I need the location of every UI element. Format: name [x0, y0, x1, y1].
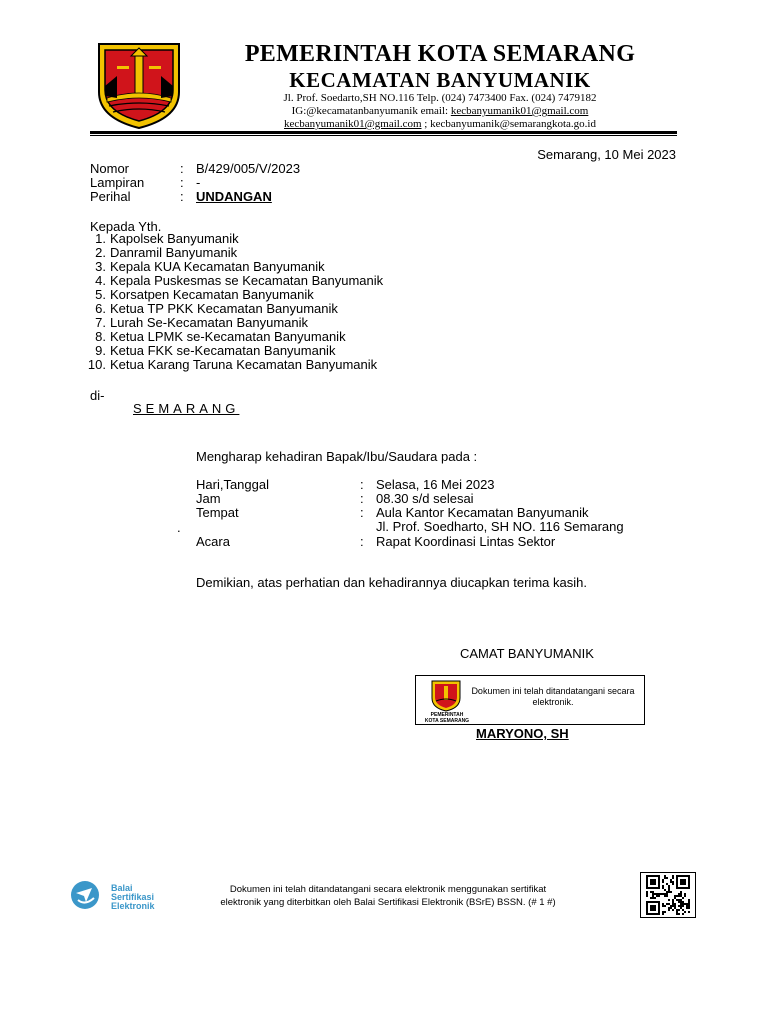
colon: :	[360, 534, 364, 549]
recipient-item	[76, 358, 383, 372]
recipient-name: Kepala Puskesmas se Kecamatan Banyumanik	[110, 273, 384, 288]
email-separator: ;	[421, 118, 431, 130]
hari-value: Selasa, 16 Mei 2023	[376, 477, 495, 492]
tempat-address: Jl. Prof. Soedharto, SH NO. 116 Semarang	[376, 519, 624, 534]
tempat-value: Aula Kantor Kecamatan Banyumanik	[376, 505, 589, 520]
e-sign-footer-note: Dokumen ini telah ditandatangani secara elektronik menggunakan sertifikat elektronik yang diterbitkan oleh Balai Sertifikasi Elektronik (BSrE) BSSN. (# 1 #)	[220, 884, 556, 908]
letterhead-rule-thick	[90, 131, 677, 134]
acara-value: Rapat Koordinasi Lintas Sektor	[376, 534, 556, 549]
email-link[interactable]: kecbanyumanik01@gmail.com	[450, 105, 589, 117]
kota-semarang-crest-icon	[97, 42, 181, 130]
perihal-value: UNDANGAN	[196, 189, 272, 204]
recipient-number: 7.	[95, 315, 106, 330]
recipient-item	[76, 330, 383, 344]
recipient-item	[76, 246, 383, 260]
recipient-name: Ketua Karang Taruna Kecamatan Banyumanik	[110, 357, 378, 372]
colon: :	[360, 505, 364, 520]
colon: :	[180, 175, 184, 190]
recipient-number: 2.	[95, 245, 106, 260]
kota-semarang-crest-icon	[431, 680, 461, 712]
jam-label: Jam	[196, 491, 221, 506]
signer-name: MARYONO, SH	[476, 726, 569, 741]
colon: :	[360, 477, 364, 492]
recipient-item	[76, 316, 383, 330]
tempat-label: Tempat	[196, 505, 239, 520]
recipient-item	[76, 260, 383, 274]
recipient-name: Ketua TP PKK Kecamatan Banyumanik	[110, 301, 338, 316]
perihal-label: Perihal	[90, 189, 131, 204]
recipient-number: 6.	[95, 301, 106, 316]
nomor-label: Nomor	[90, 161, 130, 176]
recipient-number: 1.	[95, 231, 106, 246]
jam-value: 08.30 s/d selesai	[376, 491, 474, 506]
recipient-name: Korsatpen Kecamatan Banyumanik	[110, 287, 314, 302]
di-label: di-	[90, 388, 105, 403]
email-link[interactable]: kecbanyumanik01@gmail.com	[284, 118, 422, 130]
recipient-number: 3.	[95, 259, 106, 274]
stray-dot: .	[177, 520, 181, 535]
signer-position: CAMAT BANYUMANIK	[460, 646, 594, 661]
letterhead-rule-thin	[90, 135, 677, 136]
stamp-text: Dokumen ini telah ditandatangani secara elektronik.	[471, 686, 635, 707]
address-line: Jl. Prof. Soedarto,SH NO.116 Telp. (024) 7473400 Fax. (024) 7479182	[283, 92, 597, 104]
invitation-intro: Mengharap kehadiran Bapak/Ibu/Saudara pada :	[196, 449, 478, 464]
recipient-number: 10.	[87, 357, 106, 372]
recipient-number: 9.	[95, 343, 106, 358]
recipient-item	[76, 274, 383, 288]
colon: :	[180, 189, 184, 204]
closing-sentence: Demikian, atas perhatian dan kehadirannya diucapkan terima kasih.	[196, 575, 587, 590]
recipient-number: 4.	[95, 273, 106, 288]
email-link[interactable]: kecbanyumanik@semarangkota.go.id	[430, 118, 596, 130]
lampiran-label: Lampiran	[90, 175, 145, 190]
qr-code-icon	[640, 872, 696, 918]
acara-label: Acara	[196, 534, 230, 549]
bsre-logo-icon	[70, 880, 100, 910]
nomor-value: B/429/005/V/2023	[196, 161, 301, 176]
recipient-name: Kapolsek Banyumanik	[110, 231, 239, 246]
email-line	[205, 117, 675, 131]
instagram-text: IG:@kecamatanbanyumanik email:	[291, 105, 451, 117]
stamp-logo-caption: PEMERINTAH KOTA SEMARANG	[424, 712, 470, 724]
hari-label: Hari,Tanggal	[196, 477, 269, 492]
recipient-item	[76, 232, 383, 246]
lampiran-value: -	[196, 175, 201, 190]
recipient-name: Ketua LPMK se-Kecamatan Banyumanik	[110, 329, 346, 344]
recipient-name: Kepala KUA Kecamatan Banyumanik	[110, 259, 325, 274]
district-title: KECAMATAN BANYUMANIK	[289, 68, 591, 92]
colon: :	[180, 161, 184, 176]
bsre-name: Balai Sertifikasi Elektronik	[111, 883, 155, 911]
recipients-heading: Kepada Yth.	[90, 219, 162, 234]
recipient-item	[76, 302, 383, 316]
recipient-number: 8.	[95, 329, 106, 344]
recipient-item	[76, 344, 383, 358]
recipient-name: Lurah Se-Kecamatan Banyumanik	[110, 315, 309, 330]
letter-date: Semarang, 10 Mei 2023	[537, 147, 676, 162]
recipient-number: 5.	[95, 287, 106, 302]
recipient-name: Ketua FKK se-Kecamatan Banyumanik	[110, 343, 336, 358]
colon: :	[360, 491, 364, 506]
government-title: PEMERINTAH KOTA SEMARANG	[244, 41, 636, 67]
contact-line	[205, 104, 675, 118]
recipient-list	[76, 232, 383, 372]
destination-city: SEMARANG	[133, 401, 240, 416]
recipient-item	[76, 288, 383, 302]
recipient-name: Danramil Banyumanik	[110, 245, 238, 260]
